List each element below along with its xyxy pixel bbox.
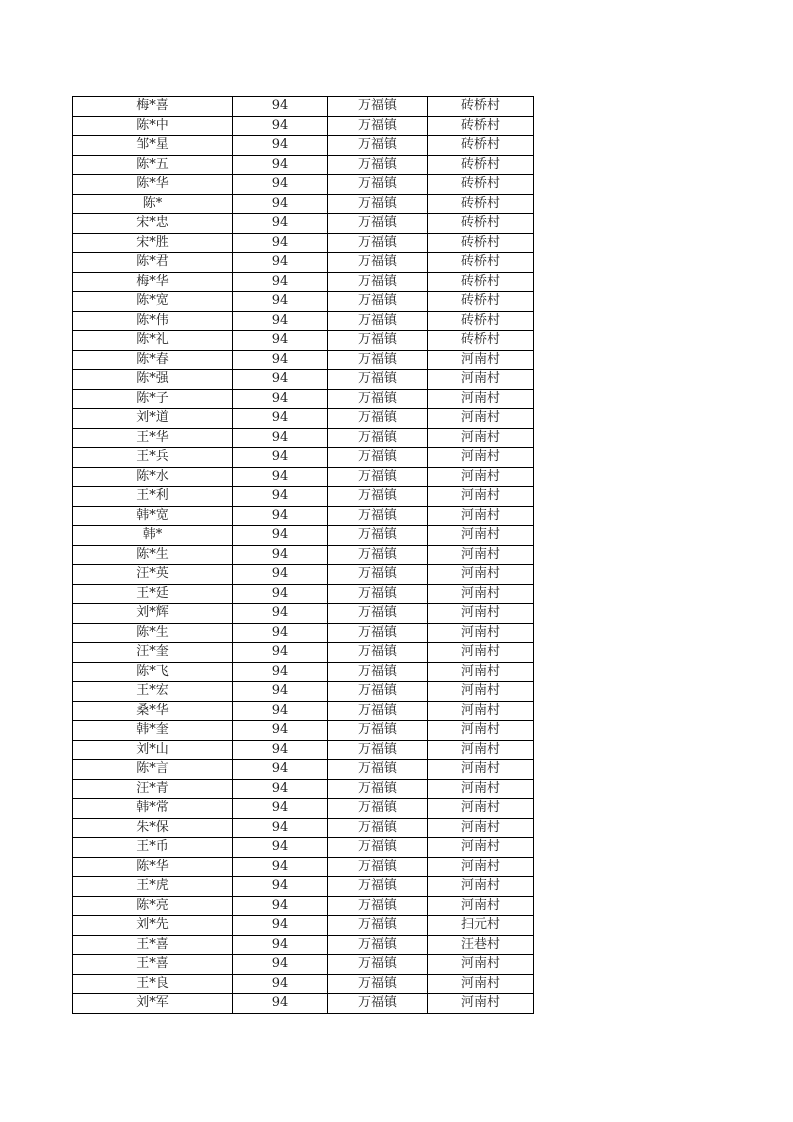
number-cell: 94 bbox=[233, 935, 328, 955]
village-cell: 河南村 bbox=[428, 662, 534, 682]
table-row bbox=[73, 116, 534, 136]
town-cell: 万福镇 bbox=[328, 389, 428, 409]
number-cell: 94 bbox=[233, 760, 328, 780]
table-row bbox=[73, 799, 534, 819]
number-cell: 94 bbox=[233, 311, 328, 331]
number-cell: 94 bbox=[233, 974, 328, 994]
town-cell: 万福镇 bbox=[328, 370, 428, 390]
village-cell: 汪巷村 bbox=[428, 935, 534, 955]
table-row bbox=[73, 994, 534, 1014]
number-cell: 94 bbox=[233, 467, 328, 487]
town-cell: 万福镇 bbox=[328, 506, 428, 526]
name-cell: 陈*中 bbox=[73, 116, 233, 136]
name-cell: 陈*华 bbox=[73, 857, 233, 877]
number-cell: 94 bbox=[233, 214, 328, 234]
village-cell: 河南村 bbox=[428, 506, 534, 526]
table-row bbox=[73, 760, 534, 780]
village-cell: 河南村 bbox=[428, 370, 534, 390]
name-cell: 陈*春 bbox=[73, 350, 233, 370]
number-cell: 94 bbox=[233, 662, 328, 682]
number-cell: 94 bbox=[233, 799, 328, 819]
town-cell: 万福镇 bbox=[328, 194, 428, 214]
village-cell: 砖桥村 bbox=[428, 116, 534, 136]
name-cell: 陈*宽 bbox=[73, 292, 233, 312]
name-cell: 宋*胜 bbox=[73, 233, 233, 253]
number-cell: 94 bbox=[233, 253, 328, 273]
table-row bbox=[73, 331, 534, 351]
village-cell: 河南村 bbox=[428, 584, 534, 604]
town-cell: 万福镇 bbox=[328, 155, 428, 175]
table-row bbox=[73, 409, 534, 429]
name-cell: 韩*宽 bbox=[73, 506, 233, 526]
number-cell: 94 bbox=[233, 584, 328, 604]
village-cell: 河南村 bbox=[428, 896, 534, 916]
town-cell: 万福镇 bbox=[328, 604, 428, 624]
name-cell: 陈*礼 bbox=[73, 331, 233, 351]
village-cell: 河南村 bbox=[428, 779, 534, 799]
number-cell: 94 bbox=[233, 994, 328, 1014]
village-cell: 河南村 bbox=[428, 545, 534, 565]
number-cell: 94 bbox=[233, 604, 328, 624]
table-row bbox=[73, 194, 534, 214]
town-cell: 万福镇 bbox=[328, 272, 428, 292]
name-cell: 刘*山 bbox=[73, 740, 233, 760]
village-cell: 河南村 bbox=[428, 623, 534, 643]
table-row bbox=[73, 974, 534, 994]
name-cell: 王*虎 bbox=[73, 877, 233, 897]
name-cell: 韩*奎 bbox=[73, 721, 233, 741]
name-cell: 陈*亮 bbox=[73, 896, 233, 916]
table-row bbox=[73, 370, 534, 390]
village-cell: 河南村 bbox=[428, 526, 534, 546]
town-cell: 万福镇 bbox=[328, 448, 428, 468]
village-cell: 砖桥村 bbox=[428, 253, 534, 273]
village-cell: 河南村 bbox=[428, 467, 534, 487]
number-cell: 94 bbox=[233, 623, 328, 643]
number-cell: 94 bbox=[233, 896, 328, 916]
village-cell: 砖桥村 bbox=[428, 233, 534, 253]
town-cell: 万福镇 bbox=[328, 233, 428, 253]
name-cell: 王*兵 bbox=[73, 448, 233, 468]
number-cell: 94 bbox=[233, 136, 328, 156]
name-cell: 梅*喜 bbox=[73, 97, 233, 117]
village-cell: 河南村 bbox=[428, 643, 534, 663]
village-cell: 河南村 bbox=[428, 955, 534, 975]
name-cell: 汪*青 bbox=[73, 779, 233, 799]
town-cell: 万福镇 bbox=[328, 428, 428, 448]
table-row bbox=[73, 682, 534, 702]
table-row bbox=[73, 214, 534, 234]
town-cell: 万福镇 bbox=[328, 799, 428, 819]
number-cell: 94 bbox=[233, 448, 328, 468]
town-cell: 万福镇 bbox=[328, 896, 428, 916]
name-cell: 王*喜 bbox=[73, 955, 233, 975]
table-row bbox=[73, 448, 534, 468]
number-cell: 94 bbox=[233, 916, 328, 936]
table-row bbox=[73, 701, 534, 721]
village-cell: 河南村 bbox=[428, 682, 534, 702]
town-cell: 万福镇 bbox=[328, 214, 428, 234]
town-cell: 万福镇 bbox=[328, 760, 428, 780]
number-cell: 94 bbox=[233, 97, 328, 117]
name-cell: 汪*奎 bbox=[73, 643, 233, 663]
number-cell: 94 bbox=[233, 487, 328, 507]
name-cell: 刘*军 bbox=[73, 994, 233, 1014]
village-cell: 河南村 bbox=[428, 877, 534, 897]
number-cell: 94 bbox=[233, 331, 328, 351]
table-row bbox=[73, 506, 534, 526]
table-row bbox=[73, 233, 534, 253]
village-cell: 河南村 bbox=[428, 409, 534, 429]
village-cell: 河南村 bbox=[428, 428, 534, 448]
village-cell: 河南村 bbox=[428, 799, 534, 819]
village-cell: 河南村 bbox=[428, 721, 534, 741]
town-cell: 万福镇 bbox=[328, 935, 428, 955]
village-cell: 砖桥村 bbox=[428, 272, 534, 292]
name-cell: 陈*子 bbox=[73, 389, 233, 409]
village-cell: 砖桥村 bbox=[428, 194, 534, 214]
town-cell: 万福镇 bbox=[328, 779, 428, 799]
table-row bbox=[73, 623, 534, 643]
town-cell: 万福镇 bbox=[328, 409, 428, 429]
town-cell: 万福镇 bbox=[328, 331, 428, 351]
town-cell: 万福镇 bbox=[328, 994, 428, 1014]
town-cell: 万福镇 bbox=[328, 974, 428, 994]
village-cell: 河南村 bbox=[428, 974, 534, 994]
table-row bbox=[73, 565, 534, 585]
name-cell: 韩* bbox=[73, 526, 233, 546]
name-cell: 刘*先 bbox=[73, 916, 233, 936]
number-cell: 94 bbox=[233, 389, 328, 409]
village-cell: 砖桥村 bbox=[428, 311, 534, 331]
town-cell: 万福镇 bbox=[328, 311, 428, 331]
name-cell: 刘*辉 bbox=[73, 604, 233, 624]
name-cell: 陈* bbox=[73, 194, 233, 214]
town-cell: 万福镇 bbox=[328, 623, 428, 643]
town-cell: 万福镇 bbox=[328, 584, 428, 604]
village-cell: 河南村 bbox=[428, 818, 534, 838]
name-cell: 陈*强 bbox=[73, 370, 233, 390]
name-cell: 陈*水 bbox=[73, 467, 233, 487]
number-cell: 94 bbox=[233, 701, 328, 721]
town-cell: 万福镇 bbox=[328, 292, 428, 312]
table-row bbox=[73, 935, 534, 955]
name-cell: 王*利 bbox=[73, 487, 233, 507]
number-cell: 94 bbox=[233, 740, 328, 760]
town-cell: 万福镇 bbox=[328, 701, 428, 721]
table-row bbox=[73, 253, 534, 273]
number-cell: 94 bbox=[233, 194, 328, 214]
table-row bbox=[73, 721, 534, 741]
name-cell: 王*喜 bbox=[73, 935, 233, 955]
table-row bbox=[73, 857, 534, 877]
name-cell: 宋*忠 bbox=[73, 214, 233, 234]
town-cell: 万福镇 bbox=[328, 877, 428, 897]
town-cell: 万福镇 bbox=[328, 97, 428, 117]
name-cell: 陈*言 bbox=[73, 760, 233, 780]
village-cell: 砖桥村 bbox=[428, 331, 534, 351]
table-row bbox=[73, 428, 534, 448]
village-cell: 河南村 bbox=[428, 604, 534, 624]
name-cell: 梅*华 bbox=[73, 272, 233, 292]
town-cell: 万福镇 bbox=[328, 487, 428, 507]
name-cell: 陈*伟 bbox=[73, 311, 233, 331]
number-cell: 94 bbox=[233, 779, 328, 799]
number-cell: 94 bbox=[233, 506, 328, 526]
village-cell: 砖桥村 bbox=[428, 292, 534, 312]
number-cell: 94 bbox=[233, 818, 328, 838]
town-cell: 万福镇 bbox=[328, 116, 428, 136]
number-cell: 94 bbox=[233, 370, 328, 390]
village-cell: 扫元村 bbox=[428, 916, 534, 936]
number-cell: 94 bbox=[233, 565, 328, 585]
town-cell: 万福镇 bbox=[328, 350, 428, 370]
number-cell: 94 bbox=[233, 116, 328, 136]
village-cell: 河南村 bbox=[428, 740, 534, 760]
table-row bbox=[73, 584, 534, 604]
number-cell: 94 bbox=[233, 233, 328, 253]
town-cell: 万福镇 bbox=[328, 955, 428, 975]
table-row bbox=[73, 155, 534, 175]
town-cell: 万福镇 bbox=[328, 740, 428, 760]
table-row bbox=[73, 740, 534, 760]
town-cell: 万福镇 bbox=[328, 721, 428, 741]
name-cell: 王*良 bbox=[73, 974, 233, 994]
table-row bbox=[73, 526, 534, 546]
village-cell: 河南村 bbox=[428, 857, 534, 877]
number-cell: 94 bbox=[233, 877, 328, 897]
table-row bbox=[73, 779, 534, 799]
town-cell: 万福镇 bbox=[328, 662, 428, 682]
table-row bbox=[73, 604, 534, 624]
town-cell: 万福镇 bbox=[328, 916, 428, 936]
village-cell: 河南村 bbox=[428, 389, 534, 409]
name-cell: 刘*道 bbox=[73, 409, 233, 429]
village-cell: 河南村 bbox=[428, 350, 534, 370]
table-row bbox=[73, 487, 534, 507]
name-cell: 桑*华 bbox=[73, 701, 233, 721]
number-cell: 94 bbox=[233, 955, 328, 975]
village-cell: 河南村 bbox=[428, 838, 534, 858]
table-row bbox=[73, 643, 534, 663]
town-cell: 万福镇 bbox=[328, 565, 428, 585]
number-cell: 94 bbox=[233, 838, 328, 858]
table-row bbox=[73, 955, 534, 975]
number-cell: 94 bbox=[233, 857, 328, 877]
village-cell: 河南村 bbox=[428, 701, 534, 721]
town-cell: 万福镇 bbox=[328, 136, 428, 156]
village-cell: 砖桥村 bbox=[428, 214, 534, 234]
town-cell: 万福镇 bbox=[328, 643, 428, 663]
village-cell: 砖桥村 bbox=[428, 175, 534, 195]
table-row bbox=[73, 662, 534, 682]
village-cell: 河南村 bbox=[428, 487, 534, 507]
name-cell: 韩*常 bbox=[73, 799, 233, 819]
table-row bbox=[73, 916, 534, 936]
table-row bbox=[73, 292, 534, 312]
village-cell: 河南村 bbox=[428, 994, 534, 1014]
town-cell: 万福镇 bbox=[328, 818, 428, 838]
table-row bbox=[73, 350, 534, 370]
name-cell: 朱*保 bbox=[73, 818, 233, 838]
table-row bbox=[73, 175, 534, 195]
village-cell: 河南村 bbox=[428, 448, 534, 468]
number-cell: 94 bbox=[233, 272, 328, 292]
name-cell: 陈*君 bbox=[73, 253, 233, 273]
table-row bbox=[73, 896, 534, 916]
name-cell: 王*币 bbox=[73, 838, 233, 858]
town-cell: 万福镇 bbox=[328, 467, 428, 487]
number-cell: 94 bbox=[233, 643, 328, 663]
name-cell: 王*华 bbox=[73, 428, 233, 448]
table-row bbox=[73, 545, 534, 565]
table-row bbox=[73, 818, 534, 838]
number-cell: 94 bbox=[233, 292, 328, 312]
name-cell: 王*宏 bbox=[73, 682, 233, 702]
table-body bbox=[73, 97, 534, 1014]
number-cell: 94 bbox=[233, 175, 328, 195]
table-row bbox=[73, 467, 534, 487]
town-cell: 万福镇 bbox=[328, 175, 428, 195]
name-cell: 陈*华 bbox=[73, 175, 233, 195]
town-cell: 万福镇 bbox=[328, 545, 428, 565]
table-row bbox=[73, 389, 534, 409]
number-cell: 94 bbox=[233, 428, 328, 448]
town-cell: 万福镇 bbox=[328, 526, 428, 546]
number-cell: 94 bbox=[233, 409, 328, 429]
name-cell: 陈*生 bbox=[73, 623, 233, 643]
table-row bbox=[73, 838, 534, 858]
table-row bbox=[73, 311, 534, 331]
number-cell: 94 bbox=[233, 526, 328, 546]
town-cell: 万福镇 bbox=[328, 857, 428, 877]
number-cell: 94 bbox=[233, 350, 328, 370]
name-cell: 汪*英 bbox=[73, 565, 233, 585]
name-cell: 陈*飞 bbox=[73, 662, 233, 682]
name-cell: 邹*星 bbox=[73, 136, 233, 156]
village-cell: 砖桥村 bbox=[428, 155, 534, 175]
village-cell: 砖桥村 bbox=[428, 136, 534, 156]
town-cell: 万福镇 bbox=[328, 682, 428, 702]
table-row bbox=[73, 136, 534, 156]
village-cell: 河南村 bbox=[428, 565, 534, 585]
number-cell: 94 bbox=[233, 545, 328, 565]
name-cell: 陈*生 bbox=[73, 545, 233, 565]
table-row bbox=[73, 272, 534, 292]
table-row bbox=[73, 877, 534, 897]
table-row bbox=[73, 97, 534, 117]
number-cell: 94 bbox=[233, 682, 328, 702]
village-cell: 砖桥村 bbox=[428, 97, 534, 117]
town-cell: 万福镇 bbox=[328, 253, 428, 273]
number-cell: 94 bbox=[233, 721, 328, 741]
town-cell: 万福镇 bbox=[328, 838, 428, 858]
data-table bbox=[72, 96, 534, 1014]
name-cell: 陈*五 bbox=[73, 155, 233, 175]
village-cell: 河南村 bbox=[428, 760, 534, 780]
name-cell: 王*廷 bbox=[73, 584, 233, 604]
number-cell: 94 bbox=[233, 155, 328, 175]
